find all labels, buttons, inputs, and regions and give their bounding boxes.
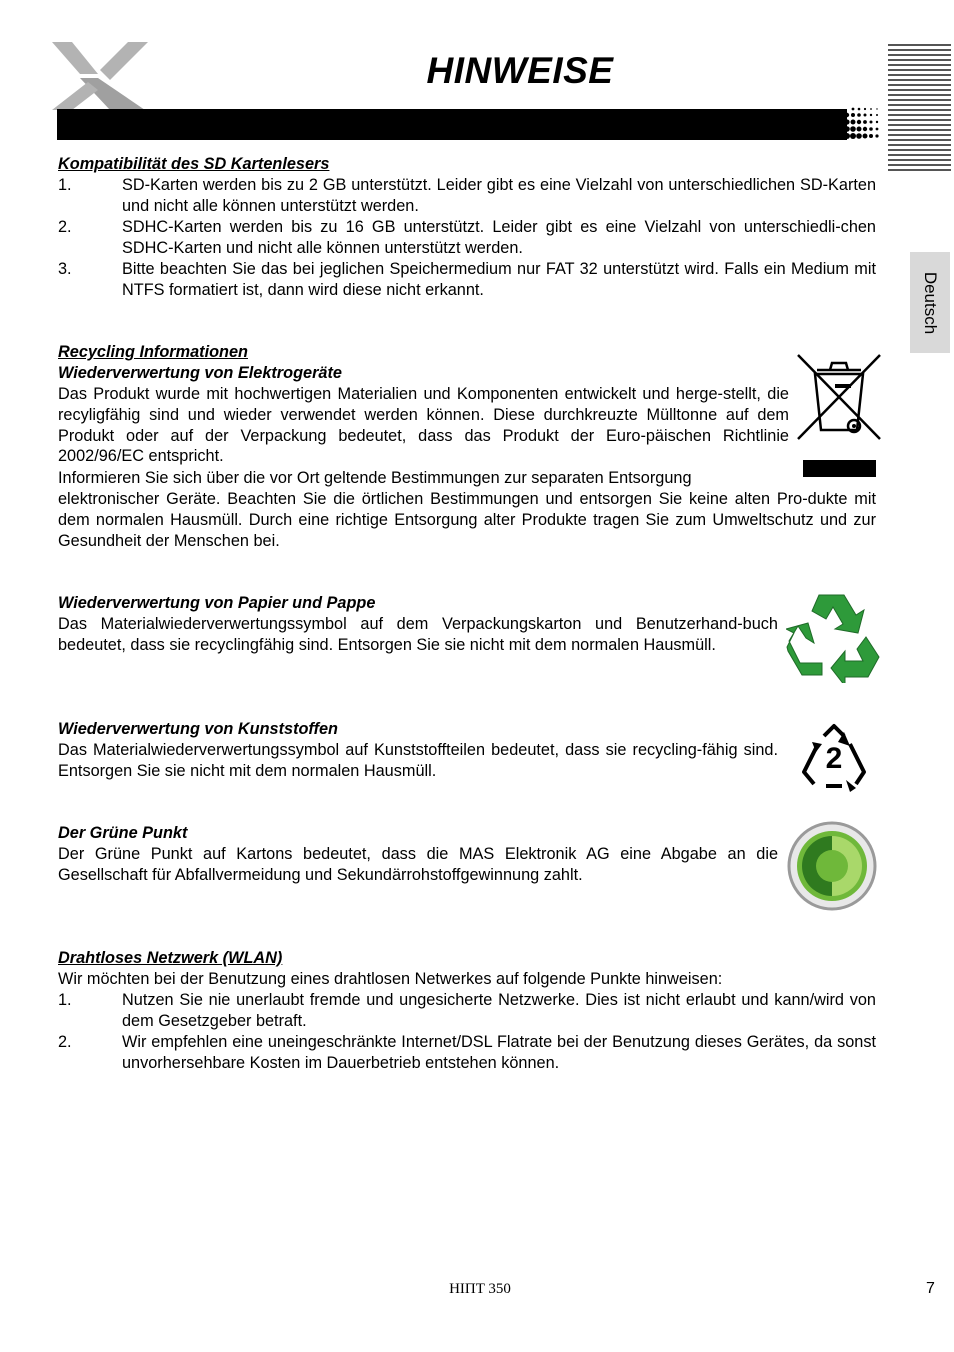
recycling-paragraph-2: elektronischer Geräte. Beachten Sie die örtlichen Bestimmungen und entsorgen Sie keine alten Pro-dukte mit dem normalen Hausmüll. Durch eine richtige Entsorgung alter Produkte tragen Sie zum Umweltschutz und zur Gesundheit der Menschen bei.	[58, 490, 876, 550]
recycling-heading: Recycling Informationen	[58, 343, 248, 361]
recycling-subheading: Wiederverwertung von Elektrogeräte	[58, 364, 342, 382]
sd-item-2-text: SDHC-Karten werden bis zu 16 GB unterstützt. Leider gibt es eine Vielzahl von unterschiedli-chen SDHC-Karten und nicht alle können unterstützt werden.	[122, 218, 876, 257]
sd-item-1-text: SD-Karten werden bis zu 2 GB unterstützt. Leider gibt es eine Vielzahl von unterschiedlichen SD-Karten und nicht alle können unterstützt werden.	[122, 176, 876, 215]
sd-item-3-num: 3.	[58, 260, 72, 278]
wlan-item-1-num: 1.	[58, 991, 72, 1009]
sd-heading: Kompatibilität des SD Kartenlesers	[58, 155, 330, 173]
decorative-stripes	[888, 44, 951, 172]
halftone-dots-icon	[843, 106, 883, 142]
wlan-heading: Drahtloses Netzwerk (WLAN)	[58, 949, 283, 967]
wlan-item-2-num: 2.	[58, 1033, 72, 1051]
plastic-heading: Wiederverwertung von Kunststoffen	[58, 720, 338, 738]
page-number: 7	[926, 1280, 935, 1297]
x-logo-icon	[50, 40, 150, 112]
wlan-item-2-text: Wir empfehlen eine uneingeschränkte Internet/DSL Flatrate bei der Benutzung dieses Gerätes, da sonst unvorhersehbare Kosten im Dauerbetrieb entstehen können.	[122, 1033, 876, 1072]
paper-heading: Wiederverwertung von Papier und Pappe	[58, 594, 376, 612]
footer-model: HIΠT 350	[449, 1281, 511, 1297]
language-tab	[910, 252, 950, 353]
header-bar	[57, 109, 847, 140]
wlan-intro: Wir möchten bei der Benutzung eines drahtlosen Netwerkes auf folgende Punkte hinweisen:	[58, 970, 723, 988]
paper-text: Das Materialwiederverwertungssymbol auf dem Verpackungskarton und Benutzerhand-buch bedeutet, dass sie recyclingfähig sind. Entsorgen Sie sie nicht mit dem normalen Hausmüll.	[58, 615, 778, 654]
language-tab-label: Deutsch	[921, 271, 940, 334]
plastic-recycle-2-icon	[798, 722, 870, 792]
green-dot-text: Der Grüne Punkt auf Kartons bedeutet, dass die MAS Elektronik AG eine Abgabe an die Gesellschaft für Abfallvermeidung und Sekundärrohstoffgewinnung zahlt.	[58, 845, 778, 884]
sd-item-2-num: 2.	[58, 218, 72, 236]
recycling-paragraph-1: Das Produkt wurde mit hochwertigen Materialien und Komponenten entwickelt und herge-stellt, die recyligfähig sind und wieder verwendet werden können. Diese durchkreuzte Mülltonne auf dem Produkt oder auf der Verpackung bedeutet, dass das Produkt der Euro-päischen Richtlinie 2002/96/EC entspricht.	[58, 385, 789, 466]
plastic-text: Das Materialwiederverwertungssymbol auf Kunststoffteilen bedeutet, dass sie recycling-fähig sind. Entsorgen Sie sie nicht mit dem normalen Hausmüll.	[58, 741, 778, 780]
page-title: HINWEISE	[426, 50, 614, 91]
green-dot-icon	[786, 820, 878, 912]
sd-item-3-text: Bitte beachten Sie das bei jeglichen Speichermedium nur FAT 32 unterstützt wird. Falls ein Medium mit NTFS formatiert ist, dann wird diese nicht erkannt.	[122, 260, 876, 299]
recycle-arrows-icon	[786, 591, 880, 683]
sd-item-1-num: 1.	[58, 176, 72, 194]
recycling-paragraph-2-line-1: Informieren Sie sich über die vor Ort geltende Bestimmungen zur separaten Entsorgung	[58, 469, 692, 487]
plastic-symbol-number: 2	[825, 742, 843, 775]
crossed-out-bin-icon	[795, 352, 883, 478]
green-dot-heading: Der Grüne Punkt	[58, 824, 188, 842]
wlan-item-1-text: Nutzen Sie nie unerlaubt fremde und ungesicherte Netzwerke. Dies ist nicht erlaubt und kann/wird von dem Gesetzgeber betraft.	[122, 991, 876, 1030]
